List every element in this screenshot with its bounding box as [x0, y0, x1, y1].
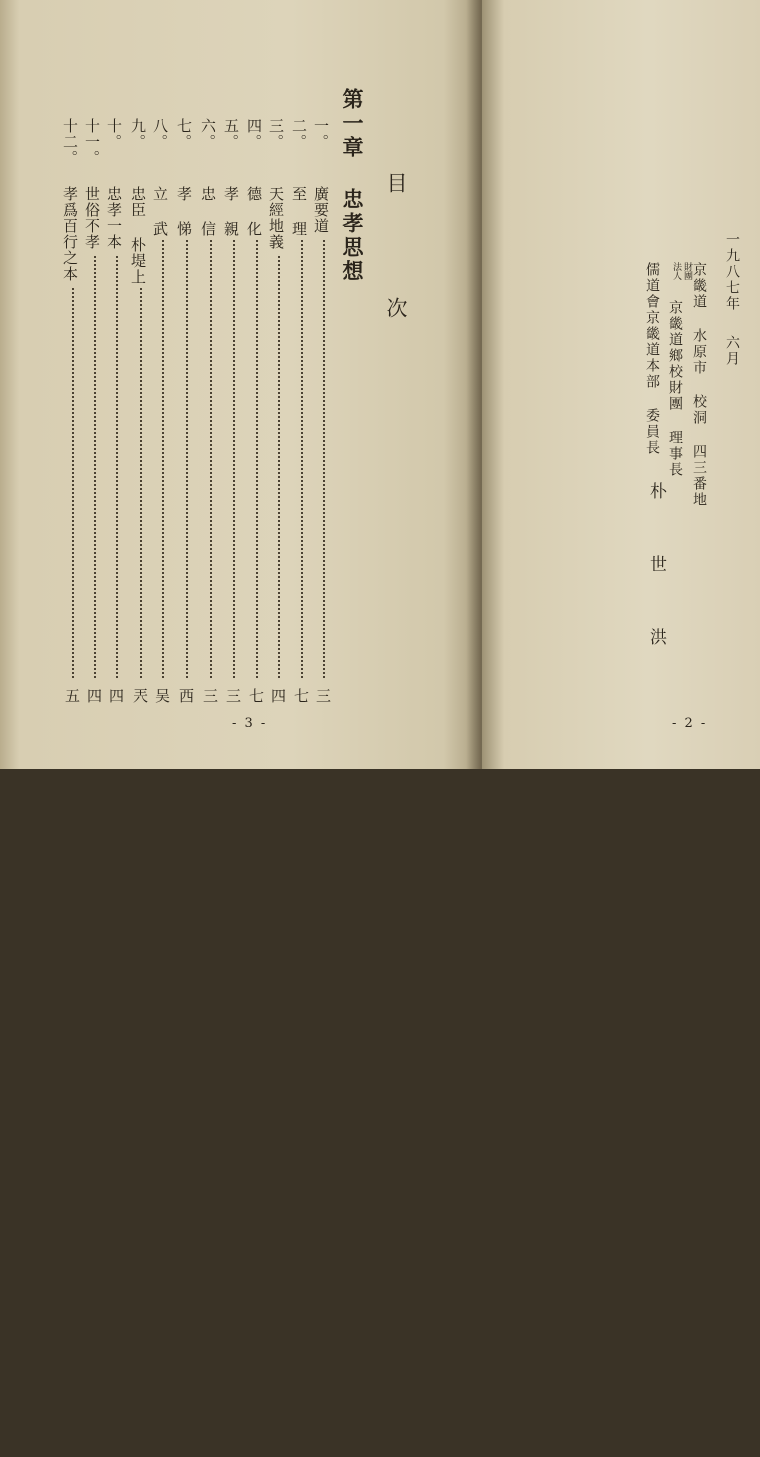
- toc-item: [312, 118, 335, 703]
- toc-item-number: 十。: [105, 118, 123, 150]
- toc-item-number: 三。: [267, 118, 285, 150]
- toc-item-title: 孝 悌: [175, 186, 193, 237]
- colophon-confucian: 儒道會京畿道本部 委員長: [644, 262, 660, 456]
- toc-item-title: 忠孝一本: [105, 186, 123, 250]
- toc-leader-dots: [186, 240, 188, 678]
- colophon-month: 六月: [724, 335, 740, 367]
- toc-item-page: 五: [63, 688, 81, 703]
- toc-item-title: 立 武: [151, 186, 169, 237]
- toc-item-number: 六。: [199, 118, 217, 150]
- toc-item: [105, 118, 128, 703]
- toc-item-title: 忠臣 朴堤上: [129, 186, 147, 285]
- toc-item-number: 二。: [290, 118, 308, 150]
- toc-page: [0, 0, 482, 769]
- toc-item-page: 三: [201, 688, 219, 703]
- foundation-prefix-2: 法人: [671, 262, 681, 280]
- toc-item-title: 至 理: [290, 186, 308, 237]
- toc-item: [61, 118, 84, 703]
- toc-item: [245, 118, 268, 703]
- toc-item-page: 四: [269, 688, 287, 703]
- toc-leader-dots: [162, 240, 164, 678]
- toc-item-number: 四。: [245, 118, 263, 150]
- toc-leader-dots: [256, 240, 258, 678]
- toc-item-number: 十二。: [61, 118, 79, 166]
- page-number-left: - 3 -: [232, 716, 268, 731]
- toc-leader-dots: [233, 240, 235, 678]
- toc-item: [151, 118, 174, 703]
- toc-leader-dots: [116, 256, 118, 678]
- toc-item: [83, 118, 106, 703]
- toc-heading: 目 次: [384, 172, 408, 358]
- toc-item-number: 十一。: [83, 118, 101, 166]
- toc-leader-dots: [140, 288, 142, 678]
- toc-item-page: 四: [107, 688, 125, 703]
- toc-item-page: 三: [314, 688, 332, 703]
- foundation-prefix-1: 財團: [682, 262, 692, 280]
- colophon-address: 京畿道 水原市 校洞 四三番地: [691, 262, 707, 508]
- toc-item-page: 西: [177, 688, 195, 703]
- toc-item: [175, 118, 198, 703]
- toc-item-page: 四: [85, 688, 103, 703]
- toc-item-page: 三: [224, 688, 242, 703]
- toc-item-title: 天經地義: [267, 186, 285, 250]
- toc-leader-dots: [210, 240, 212, 678]
- toc-leader-dots: [72, 288, 74, 678]
- toc-item-title: 德 化: [245, 186, 263, 237]
- colophon-foundation: 京畿道鄉校財團 理事長: [667, 300, 683, 478]
- toc-item-title: 忠 信: [199, 186, 217, 237]
- toc-item-title: 孝爲百行之本: [61, 186, 79, 282]
- toc-item: [199, 118, 222, 703]
- toc-item-number: 一。: [312, 118, 330, 150]
- page-number-right: - 2 -: [672, 716, 708, 731]
- toc-item: [222, 118, 245, 703]
- toc-item-title: 世俗不孝: [83, 186, 101, 250]
- toc-item: [129, 118, 152, 703]
- toc-item-title: 廣要道: [312, 186, 330, 234]
- toc-leader-dots: [301, 240, 303, 678]
- toc-item-title: 孝 親: [222, 186, 240, 237]
- toc-item-number: 九。: [129, 118, 147, 150]
- toc-item: [290, 118, 313, 703]
- toc-item-number: 七。: [175, 118, 193, 150]
- toc-item-number: 八。: [151, 118, 169, 150]
- chapter-title: 第一章 忠孝思想: [340, 88, 365, 284]
- colophon-year: 一九八七年: [724, 232, 740, 312]
- toc-item-page: 吴: [153, 688, 171, 703]
- toc-item-page: 七: [247, 688, 265, 703]
- colophon-page: [482, 0, 760, 769]
- toc-leader-dots: [278, 256, 280, 678]
- toc-item-number: 五。: [222, 118, 240, 150]
- colophon-name: 朴 世 洪: [646, 482, 666, 663]
- toc-item-page: 七: [292, 688, 310, 703]
- toc-leader-dots: [323, 240, 325, 678]
- toc-item-page: 兲: [131, 688, 149, 703]
- toc-item: [267, 118, 290, 703]
- toc-leader-dots: [94, 256, 96, 678]
